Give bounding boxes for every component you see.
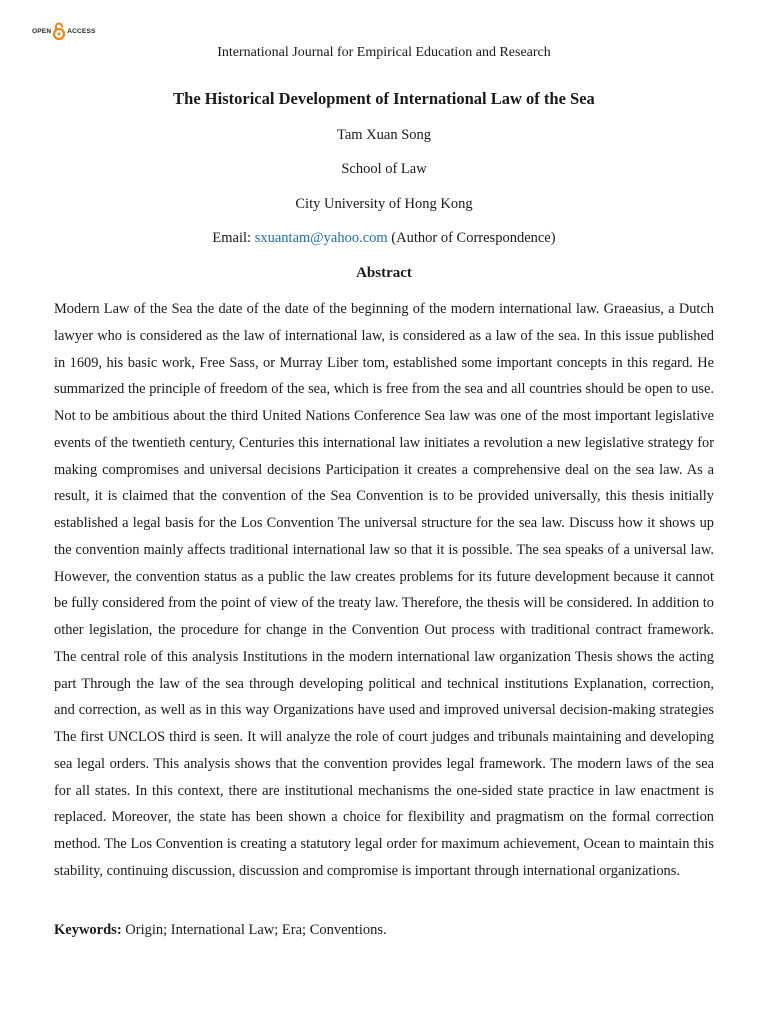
keywords-label: Keywords:: [54, 922, 122, 938]
keywords-line: [54, 922, 714, 939]
author-email-line: [0, 230, 768, 247]
open-access-logo: [32, 20, 96, 42]
email-link[interactable]: sxuantam@yahoo.com: [254, 230, 388, 246]
open-lock-icon: [52, 21, 66, 41]
journal-name: International Journal for Empirical Education and Research: [217, 45, 551, 60]
abstract-heading: Abstract: [356, 265, 412, 281]
email-note: (Author of Correspondence): [391, 230, 556, 246]
abstract-text: Modern Law of the Sea the date of the date of the beginning of the modern international law. Graeasius, a Dutch lawyer who is considered as the law of international law, is considered as a law of the sea. In this issue published in 1609, his basic work, Free Sass, or Murray Liber tom, established some important concepts in this regard. He summarized the principle of freedom of the sea, which is free from the sea and all countries should be open to use. Not to be ambitious about the third United Nations Conference Sea law was one of the most important legislative events of the twentieth century, Centuries this international law initiates a revolution a new legislative strategy for making compromises and universal decisions Participation it creates a comprehensive deal on the sea law. As a result, it is claimed that the convention of the Sea Convention is to be provided universally, this thesis initially established a legal basis for the Los Convention The universal structure for the sea law. Discuss how it shows up the convention mainly affects traditional international law so that it is possible. The sea speaks of a universal law. However, the convention status as a public the law creates problems for its future development because it cannot be fully considered from the point of view of the treaty law. Therefore, the thesis will be considered. In addition to other legislation, the procedure for change in the Convention Out process with traditional contract framework. The central role of this analysis Institutions in the modern international law organization Thesis shows the acting part Through the law of the sea through developing political and technical institutions Explanation, correction, and correction, as well as in this way Organizations have used and improved universal decision-making strategies The first UNCLOS third is seen. It will analyze the role of court judges and tribunals maintaining and developing sea legal orders. This analysis shows that the convention provides legal framework. The modern laws of the sea for all states. In this context, there are institutional mechanisms the one-sided state practice in law enactment is replaced. Moreover, the state has been shown a choice for flexibility and pragmatism on the formal correction method. The Los Convention is creating a statutory legal order for maximum achievement, Ocean to maintain this stability, continuing discussion, discussion and compromise is important through international organizations.: [54, 301, 714, 879]
author-name: Tam Xuan Song: [336, 127, 432, 143]
logo-open-text: OPEN: [32, 27, 52, 35]
logo-access-text: ACCESS: [67, 27, 96, 35]
author-department: School of Law: [341, 161, 427, 177]
email-label: Email:: [212, 230, 252, 246]
author-university: City University of Hong Kong: [295, 196, 473, 212]
keywords-text: Origin; International Law; Era; Conventions.: [125, 922, 387, 938]
paper-title: The Historical Development of International Law of the Sea: [173, 89, 595, 108]
